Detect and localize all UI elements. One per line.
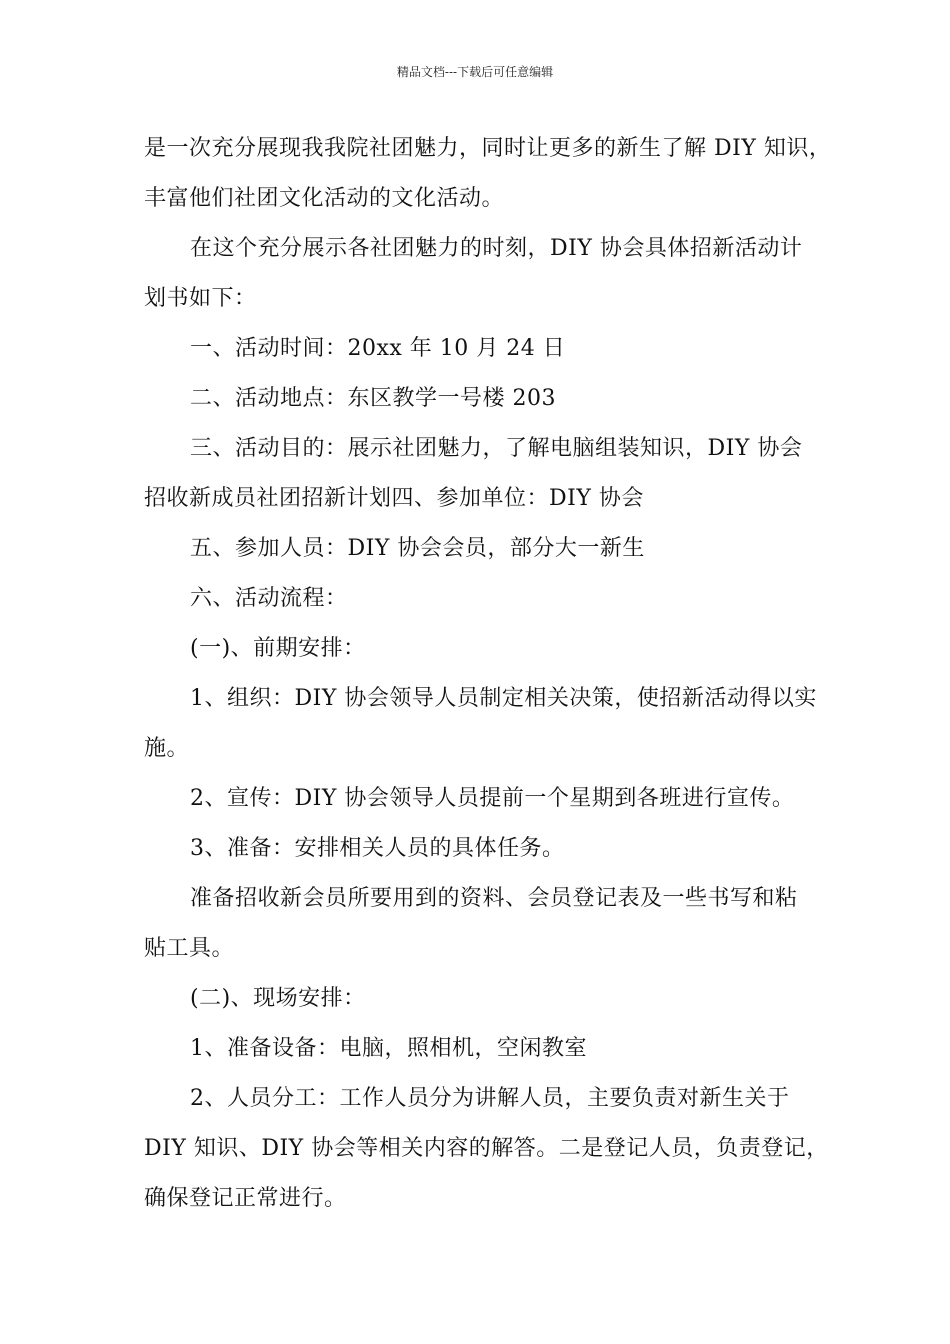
body-line: 在这个充分展示各社团魅力的时刻，DIY 协会具体招新活动计 <box>190 236 803 261</box>
body-line: 2、宣传：DIY 协会领导人员提前一个星期到各班进行宣传。 <box>190 786 795 811</box>
body-line: 施。 <box>144 736 190 761</box>
body-line: 1、组织：DIY 协会领导人员制定相关决策，使招新活动得以实 <box>190 686 817 711</box>
body-line: 六、活动流程： <box>190 586 348 611</box>
body-line: 一、活动时间：20xx 年 10 月 24 日 <box>190 336 566 361</box>
body-line: 2、人员分工：工作人员分为讲解人员，主要负责对新生关于 <box>190 1086 790 1111</box>
body-line: 3、准备：安排相关人员的具体任务。 <box>190 836 565 861</box>
body-line: 准备招收新会员所要用到的资料、会员登记表及一些书写和粘 <box>190 886 798 911</box>
body-line: 三、活动目的：展示社团魅力，了解电脑组装知识，DIY 协会 <box>190 436 803 461</box>
body-line: DIY 知识、DIY 协会等相关内容的解答。二是登记人员，负责登记， <box>144 1136 829 1161</box>
body-line: (一)、前期安排： <box>190 636 366 661</box>
body-line: 二、活动地点：东区教学一号楼 203 <box>190 386 556 411</box>
body-line: 1、准备设备：电脑，照相机，空闲教室 <box>190 1036 587 1061</box>
body-line: (二)、现场安排： <box>190 986 366 1011</box>
body-line: 确保登记正常进行。 <box>144 1186 347 1211</box>
document-body <box>144 124 834 1224</box>
body-line: 五、参加人员：DIY 协会会员，部分大一新生 <box>190 536 645 561</box>
body-line: 是一次充分展现我我院社团魅力，同时让更多的新生了解 DIY 知识， <box>144 136 832 161</box>
body-line: 招收新成员社团招新计划四、参加单位：DIY 协会 <box>144 486 644 511</box>
page-header: 精品文档---下载后可任意编辑 <box>396 65 554 79</box>
body-line: 贴工具。 <box>144 936 235 961</box>
body-line: 划书如下： <box>144 286 257 311</box>
body-line: 丰富他们社团文化活动的文化活动。 <box>144 186 505 211</box>
